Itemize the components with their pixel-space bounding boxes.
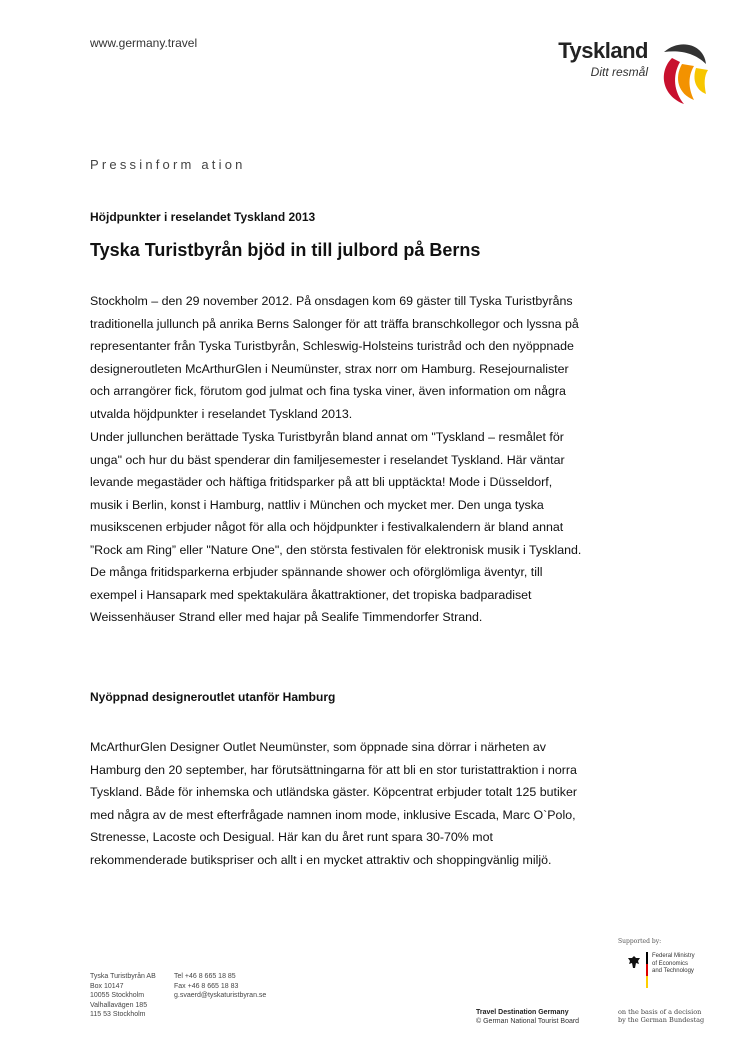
text-line: Tyskland. Både för inhemska och utländska gäster. Köpcentrat erbjuder totalt 125 butiker (90, 785, 577, 799)
address-line: Box 10147 (90, 982, 124, 990)
logo-subtitle: Ditt resmål (590, 65, 648, 79)
tyskland-logo (552, 38, 712, 108)
tdg-name: Travel Destination Germany (476, 1009, 569, 1016)
footer-contact (174, 972, 266, 1001)
text-line: Weissenhäuser Strand eller med hajar på Sealife Timmendorfer Strand. (90, 610, 483, 624)
text-line: Stockholm – den 29 november 2012. På onsdagen kom 69 gäster till Tyska Turistbyråns (90, 294, 573, 308)
tdg-credit (476, 1008, 579, 1026)
text-line: McArthurGlen Designer Outlet Neumünster, som öppnade sina dörrar i närheten av (90, 740, 546, 754)
paragraph-outlet (90, 736, 660, 871)
address-line: Valhallavägen 185 (90, 1001, 148, 1009)
text-line: unga" och hur du bäst spenderar din familjesemester i reselandet Tyskland. Här väntar (90, 452, 565, 467)
basis-line: on the basis of a decision (618, 1008, 702, 1016)
text-line: utvalda höjdpunkter i reselandet Tyskland 2013. (90, 406, 353, 421)
article-headline: Tyska Turistbyrån bjöd in till julbord på Berns (90, 240, 481, 260)
text-line: Under jullunchen berättade Tyska Turistbyrån bland annat om "Tyskland – resmålet för (90, 430, 564, 444)
text-line: Hamburg den 20 september, har förutsättningarna för att bli en stor turistattraktion i norra (90, 762, 577, 777)
german-flag-bar (646, 952, 648, 988)
ministry-line: of Economics (652, 960, 689, 967)
text-line: representanter från Tyska Turistbyrån, Schleswig-Holsteins turistråd och den nyöppnade (90, 339, 574, 353)
paragraph-intro (90, 290, 660, 425)
bundestag-basis (618, 1008, 704, 1024)
contact-phone: Tel +46 8 665 18 85 (174, 973, 236, 980)
contact-fax: Fax +46 8 665 18 83 (174, 982, 239, 990)
text-line: med några av de mest efterfrågade namnen inom mode, inklusive Escada, Marc O`Polo, (90, 807, 576, 822)
text-line: levande megastäder och häftiga fritidsparker på att bli upptäckta! Mode i Düsseldorf, (90, 475, 553, 489)
ministry-line: Federal Ministry (652, 953, 695, 959)
tdg-board: © German National Tourist Board (476, 1018, 580, 1025)
text-line: ”Rock am Ring” eller "Nature One", den största festivalen för elektronisk musik i Tyskland. (90, 542, 582, 557)
logo-title: Tyskland (558, 38, 648, 63)
press-info-label: Pressinform ation (90, 157, 246, 172)
supported-by-label: Supported by: (618, 938, 662, 945)
text-line: exempel i Hansapark med spektakulära åkattraktioner, det tropiska badparadiset (90, 587, 532, 602)
footer-address (90, 972, 156, 1020)
paragraph-lunch (90, 426, 660, 629)
text-line: musik i Berlin, konst i Hamburg, nattliv i München och mycket mer. Den unga tyska (90, 497, 544, 512)
text-line: Strenesse, Lacoste och Desigual. Här kan du året runt spara 30-70% mot (90, 830, 493, 844)
address-line: 115 53 Stockholm (90, 1011, 146, 1019)
text-line: De många fritidsparkerna erbjuder spännande shower och oförglömliga äventyr, till (90, 565, 543, 579)
federal-eagle-icon (627, 955, 641, 969)
text-line: traditionella jullunch på anrika Berns Salonger för att träffa branschkollegor och lyssna på (90, 316, 579, 331)
swirl-logo-icon (654, 38, 712, 108)
text-line: musikscenen erbjuder något för alla och höjdpunkter i festivalkalendern är bland annat (90, 520, 564, 534)
website-url[interactable]: www.germany.travel (90, 36, 198, 50)
contact-email[interactable]: g.svaerd@tyskaturistbyran.se (174, 992, 267, 1000)
address-line: 10055 Stockholm (90, 992, 145, 1000)
basis-line: by the German Bundestag (618, 1016, 705, 1024)
article-kicker: Höjdpunkter i reselandet Tyskland 2013 (90, 210, 316, 224)
text-line: och arrangörer fick, förutom god julmat och fina tyska viner, även information om några (90, 384, 566, 398)
address-line: Tyska Turistbyrån AB (90, 973, 156, 980)
text-line: rekommenderade butikspriser och allt i en mycket attraktiv och shoppingvänlig miljö. (90, 852, 552, 867)
ministry-line: and Technology (652, 968, 694, 974)
section-subheading: Nyöppnad designeroutlet utanför Hamburg (90, 690, 336, 704)
text-line: designeroutleten McArthurGlen i Neumünster, strax norr om Hamburg. Resejournalister (90, 361, 569, 376)
ministry-label (652, 953, 695, 976)
